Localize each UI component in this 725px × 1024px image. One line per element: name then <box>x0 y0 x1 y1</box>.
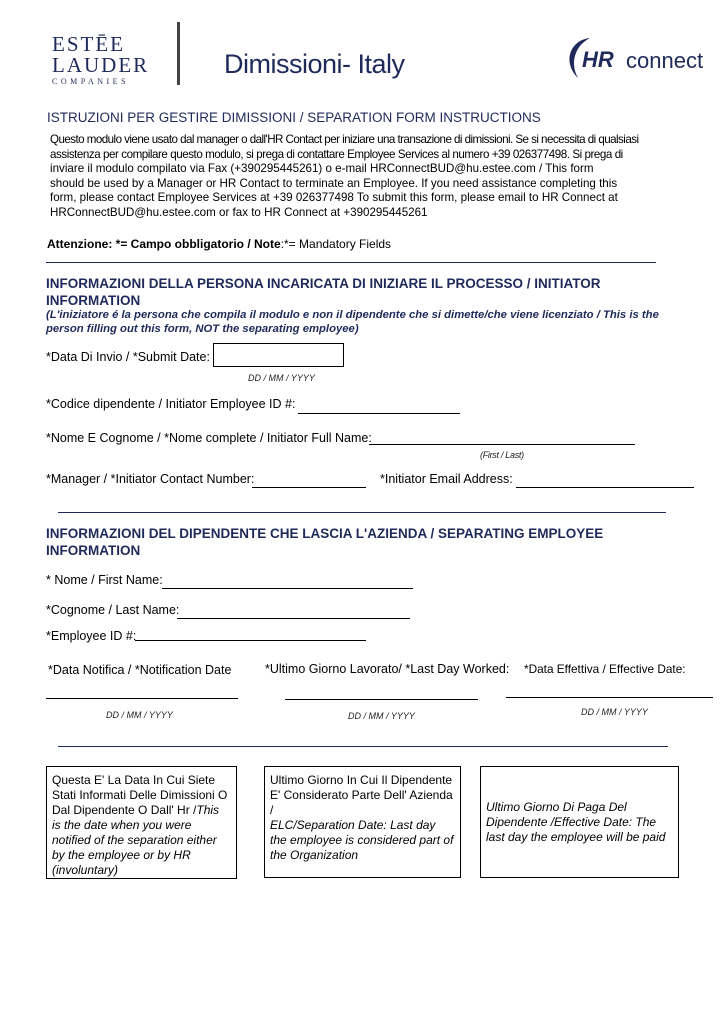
notification-date-explanation <box>46 766 237 879</box>
divider-line <box>58 512 666 513</box>
notification-date-field[interactable] <box>46 698 238 699</box>
last-day-explanation <box>264 766 461 878</box>
effective-date-hint: DD / MM / YYYY <box>581 707 648 717</box>
initiator-contact-label: *Manager / *Initiator Contact Number: <box>46 472 255 486</box>
box2-text: Ultimo Giorno In Cui Il Dipendente E' Considerato Parte Dell' Azienda / <box>270 773 453 817</box>
instructions-text <box>50 133 639 221</box>
last-name-field[interactable] <box>177 618 410 619</box>
first-name-label: * Nome / First Name: <box>46 573 163 587</box>
last-day-field[interactable] <box>285 699 478 700</box>
employee-heading <box>46 525 666 559</box>
initiator-employee-id-field[interactable] <box>298 413 460 414</box>
instructions-line: HRConnectBUD@hu.estee.com or fax to HR Connect at +390295445261 <box>50 205 428 219</box>
effective-date-field[interactable] <box>506 697 713 698</box>
initiator-note-line2: person filling out this form, NOT the separating employee) <box>46 323 359 335</box>
last-day-label: *Ultimo Giorno Lavorato/ *Last Day Worked: <box>265 662 510 676</box>
estee-lauder-logo <box>52 34 162 86</box>
attention-rest: :*= Mandatory Fields <box>280 237 392 251</box>
initiator-note <box>46 308 659 336</box>
initiator-full-name-field[interactable] <box>369 444 635 445</box>
initiator-full-name-label: *Nome E Cognome / *Nome complete / Initiator Full Name: <box>46 431 372 445</box>
box2-italic: ELC/Separation Date: Last day the employee is considered part of the Organization <box>270 818 454 862</box>
first-name-field[interactable] <box>162 588 413 589</box>
logo-line-lauder: LAUDER <box>52 53 150 77</box>
employee-id-field[interactable] <box>135 640 366 641</box>
notification-date-hint: DD / MM / YYYY <box>106 710 173 720</box>
instructions-line: should be used by a Manager or HR Contact to terminate an Employee. If you need assistance completing this <box>50 176 618 190</box>
divider-line <box>46 262 656 263</box>
box1-text: Questa E' La Data In Cui Siete Stati Informati Delle Dimissioni O Dal Dipendente O Dall' Hr / <box>52 773 228 817</box>
box1-italic: This is the date when you were notified of the separation either by the employee or by HR (involuntary) <box>52 803 220 877</box>
initiator-email-label: *Initiator Email Address: <box>380 472 513 486</box>
divider-line <box>58 746 668 747</box>
initiator-contact-field[interactable] <box>252 487 366 488</box>
attention-note <box>47 237 391 251</box>
initiator-employee-id-label: *Codice dipendente / Initiator Employee ID #: <box>46 397 296 411</box>
initiator-heading <box>46 275 666 309</box>
logo-line-estee: ESTĒE <box>52 32 125 56</box>
box3-italic: Ultimo Giorno Di Paga Del Dipendente /Effective Date: The last day the employee will be paid <box>486 799 666 844</box>
submit-date-field[interactable] <box>213 343 344 367</box>
employee-id-label: *Employee ID #: <box>46 629 137 643</box>
full-name-hint: (First / Last) <box>480 450 524 460</box>
instructions-line: form, please contact Employee Services at +39 026377498 To submit this form, please email to HR Connect at <box>50 191 618 205</box>
effective-date-label: *Data Effettiva / Effective Date: <box>524 662 686 676</box>
submit-date-hint: DD / MM / YYYY <box>248 373 315 383</box>
last-day-hint: DD / MM / YYYY <box>348 711 415 721</box>
last-name-label: *Cognome / Last Name: <box>46 603 180 617</box>
header-divider <box>177 22 180 85</box>
submit-date-label: *Data Di Invio / *Submit Date: <box>46 350 210 364</box>
instructions-heading: ISTRUZIONI PER GESTIRE DIMISSIONI / SEPARATION FORM INSTRUCTIONS <box>47 110 541 125</box>
attention-bold: Attenzione: *= Campo obbligatorio / Note <box>47 237 281 251</box>
instructions-line: Questo modulo viene usato dal manager o dall'HR Contact per iniziare una transazione di dimissioni. Se si necessita di qualsiasi <box>50 133 639 146</box>
hr-connect-logo <box>562 34 717 84</box>
instructions-line: assistenza per compilare questo modulo, si prega di contattare Employee Services al numero +39 026377498. Si prega di <box>50 147 623 161</box>
instructions-line: inviare il modulo compilato via Fax (+390295445261) o e-mail HRConnectBUD@hu.estee.com / This form <box>50 162 594 176</box>
effective-date-explanation <box>480 766 679 878</box>
logo-line-companies: COMPANIES <box>52 77 129 86</box>
employee-heading-line1: INFORMAZIONI DEL DIPENDENTE CHE LASCIA L'AZIENDA / SEPARATING EMPLOYEE <box>46 526 604 541</box>
employee-heading-line2: INFORMATION <box>46 543 141 558</box>
hr-logo-bold: HR <box>582 47 614 72</box>
notification-date-label: *Data Notifica / *Notification Date <box>48 663 232 677</box>
initiator-note-line1: (L'iniziatore é la persona che compila il modulo e non il dipendente che si dimette/che viene licenziato / This is the <box>46 309 659 321</box>
initiator-email-field[interactable] <box>516 487 694 488</box>
initiator-heading-line1: INFORMAZIONI DELLA PERSONA INCARICATA DI INIZIARE IL PROCESSO / INITIATOR <box>46 276 601 291</box>
initiator-heading-line2: INFORMATION <box>46 293 141 308</box>
hr-logo-connect: connect <box>626 48 704 73</box>
page-title: Dimissioni- Italy <box>224 49 405 79</box>
